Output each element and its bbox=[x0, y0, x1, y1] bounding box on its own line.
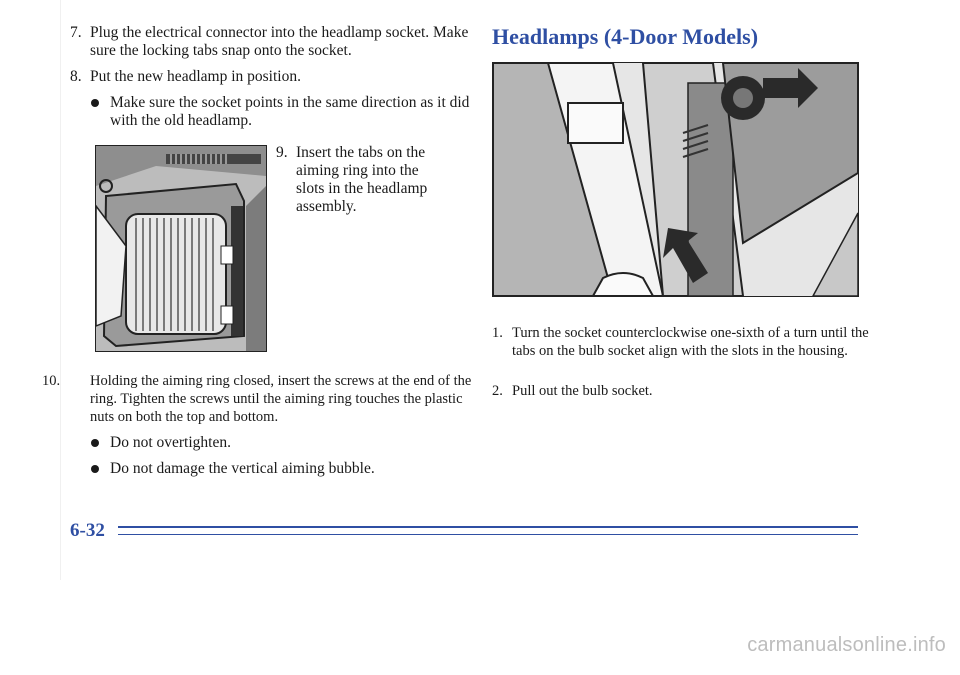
step-number: 2. bbox=[492, 383, 503, 399]
step-text: Insert the tabs on the aiming ring into the slots in the headlamp assembly. bbox=[296, 144, 428, 215]
bullet-overtighten bbox=[70, 434, 470, 452]
step-number: 1. bbox=[492, 325, 503, 341]
bullet-text: Make sure the socket points in the same direction as it did with the old headlamp. bbox=[110, 94, 470, 129]
step-number: 10. bbox=[42, 373, 61, 389]
bullet-dot bbox=[91, 99, 99, 107]
step-text: Holding the aiming ring closed, insert the screws at the end of the ring. Tighten the screws until the aiming ring touches the plastic nuts on both the top and bottom. bbox=[90, 373, 472, 425]
step-10 bbox=[42, 372, 472, 426]
bullet-text: Do not damage the vertical aiming bubble. bbox=[110, 460, 375, 477]
footer-rule bbox=[118, 526, 858, 528]
step-7 bbox=[70, 24, 470, 60]
page-number: 6-32 bbox=[70, 520, 105, 541]
bullet-socket-direction bbox=[70, 94, 470, 130]
step-number: 9. bbox=[276, 144, 288, 161]
bullet-dot bbox=[91, 439, 99, 447]
step-text: Put the new headlamp in position. bbox=[90, 68, 301, 85]
step-2 bbox=[492, 382, 872, 400]
footer-rule-thin bbox=[118, 534, 858, 535]
bullet-aiming-bubble bbox=[70, 460, 470, 478]
headlamp-bulb-socket-illustration bbox=[493, 63, 858, 296]
headlamp-aiming-ring-illustration bbox=[96, 146, 266, 351]
step-text: Pull out the bulb socket. bbox=[512, 383, 653, 399]
bullet-dot bbox=[91, 465, 99, 473]
watermark: carmanualsonline.info bbox=[747, 634, 946, 656]
bulb-socket-figure bbox=[492, 62, 859, 297]
step-text: Plug the electrical connector into the headlamp socket. Make sure the locking tabs snap onto the socket. bbox=[90, 24, 469, 59]
step-9 bbox=[276, 144, 446, 216]
headlamp-aiming-ring-figure bbox=[95, 145, 267, 352]
step-8 bbox=[70, 68, 470, 86]
step-number: 7. bbox=[70, 24, 82, 41]
step-number: 8. bbox=[70, 68, 82, 85]
bullet-text: Do not overtighten. bbox=[110, 434, 231, 451]
step-text: Turn the socket counterclockwise one-sixth of a turn until the tabs on the bulb socket align with the slots in the housing. bbox=[512, 325, 869, 359]
section-heading: Headlamps (4-Door Models) bbox=[492, 24, 759, 49]
step-1 bbox=[492, 324, 872, 360]
